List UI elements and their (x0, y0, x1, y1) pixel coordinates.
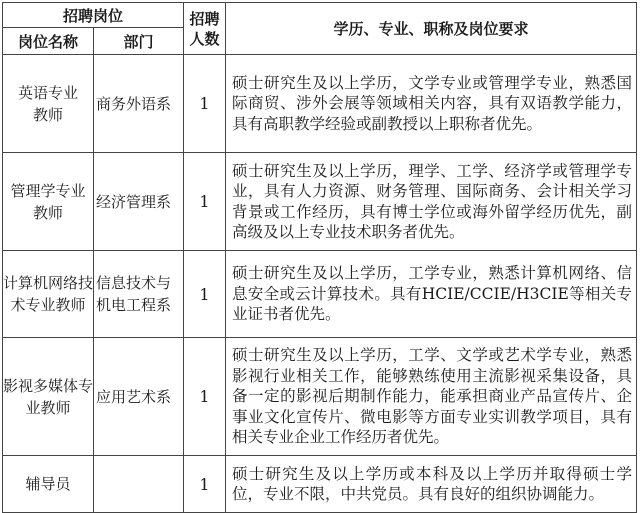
position-cell (3, 153, 94, 251)
header-row-1 (3, 3, 637, 28)
recruitment-table (2, 2, 637, 513)
table-row (3, 338, 637, 456)
position-name: 计算机网络技术专业教师 (3, 274, 94, 314)
header-group-positions: 招聘岗位 (3, 3, 184, 28)
count-cell: 1 (184, 456, 226, 513)
department-cell (94, 456, 184, 513)
position-name: 英语专业教师 (17, 83, 78, 124)
header-position-name: 岗位名称 (3, 28, 94, 55)
requirements-cell: 硕士研究生及以上学历，工学、文学或艺术学专业，熟悉影视行业相关工作，能够熟练使用主流影视采集设备，具备一定的影视后期制作能力，能承担商业产品宣传片、企事业文化宣传片、微电影等方面专业实训教学项目，具有相关专业企业工作经历者优先。 (226, 338, 637, 456)
position-cell (3, 251, 94, 338)
count-cell: 1 (184, 55, 226, 153)
header-department: 部门 (94, 28, 184, 55)
table-row (3, 251, 637, 338)
count-cell: 1 (184, 251, 226, 338)
position-cell: 辅导员 (3, 456, 94, 513)
table-row (3, 55, 637, 153)
requirements-cell: 硕士研究生及以上学历或本科及以上学历并取得硕士学位，专业不限，中共党员。具有良好的组织协调能力。 (226, 456, 637, 513)
requirements-cell: 硕士研究生及以上学历，文学专业或管理学专业，熟悉国际商贸、涉外会展等领域相关内容，具有双语教学能力，具有高职教学经验或副教授以上职称者优先。 (226, 55, 637, 153)
department-cell: 商务外语系 (94, 55, 184, 153)
header-count-label: 招聘人数 (189, 9, 220, 48)
department-cell: 应用艺术系 (94, 338, 184, 456)
count-cell: 1 (184, 338, 226, 456)
position-cell (3, 338, 94, 456)
count-cell: 1 (184, 153, 226, 251)
position-cell (3, 55, 94, 153)
table-row (3, 153, 637, 251)
position-name: 影视多媒体专业教师 (3, 376, 94, 417)
table-row (3, 456, 637, 513)
department-cell: 经济管理系 (94, 153, 184, 251)
department-name: 信息技术与机电工程系 (96, 274, 172, 314)
header-count (184, 3, 226, 55)
requirements-cell: 硕士研究生及以上学历，理学、工学、经济学或管理学专业，具有人力资源、财务管理、国际商务、会计相关学习背景或工作经历，具有博士学位或海外留学经历优先，副高级及以上专业技术职务者优先。 (226, 153, 637, 251)
position-name: 管理学专业教师 (10, 181, 86, 222)
requirements-cell: 硕士研究生及以上学历，工学专业，熟悉计算机网络、信息安全或云计算技术。具有HCIE/CCIE/H3CIE等相关专业证书者优先。 (226, 251, 637, 338)
department-cell (94, 251, 184, 338)
header-requirements: 学历、专业、职称及岗位要求 (226, 3, 637, 55)
